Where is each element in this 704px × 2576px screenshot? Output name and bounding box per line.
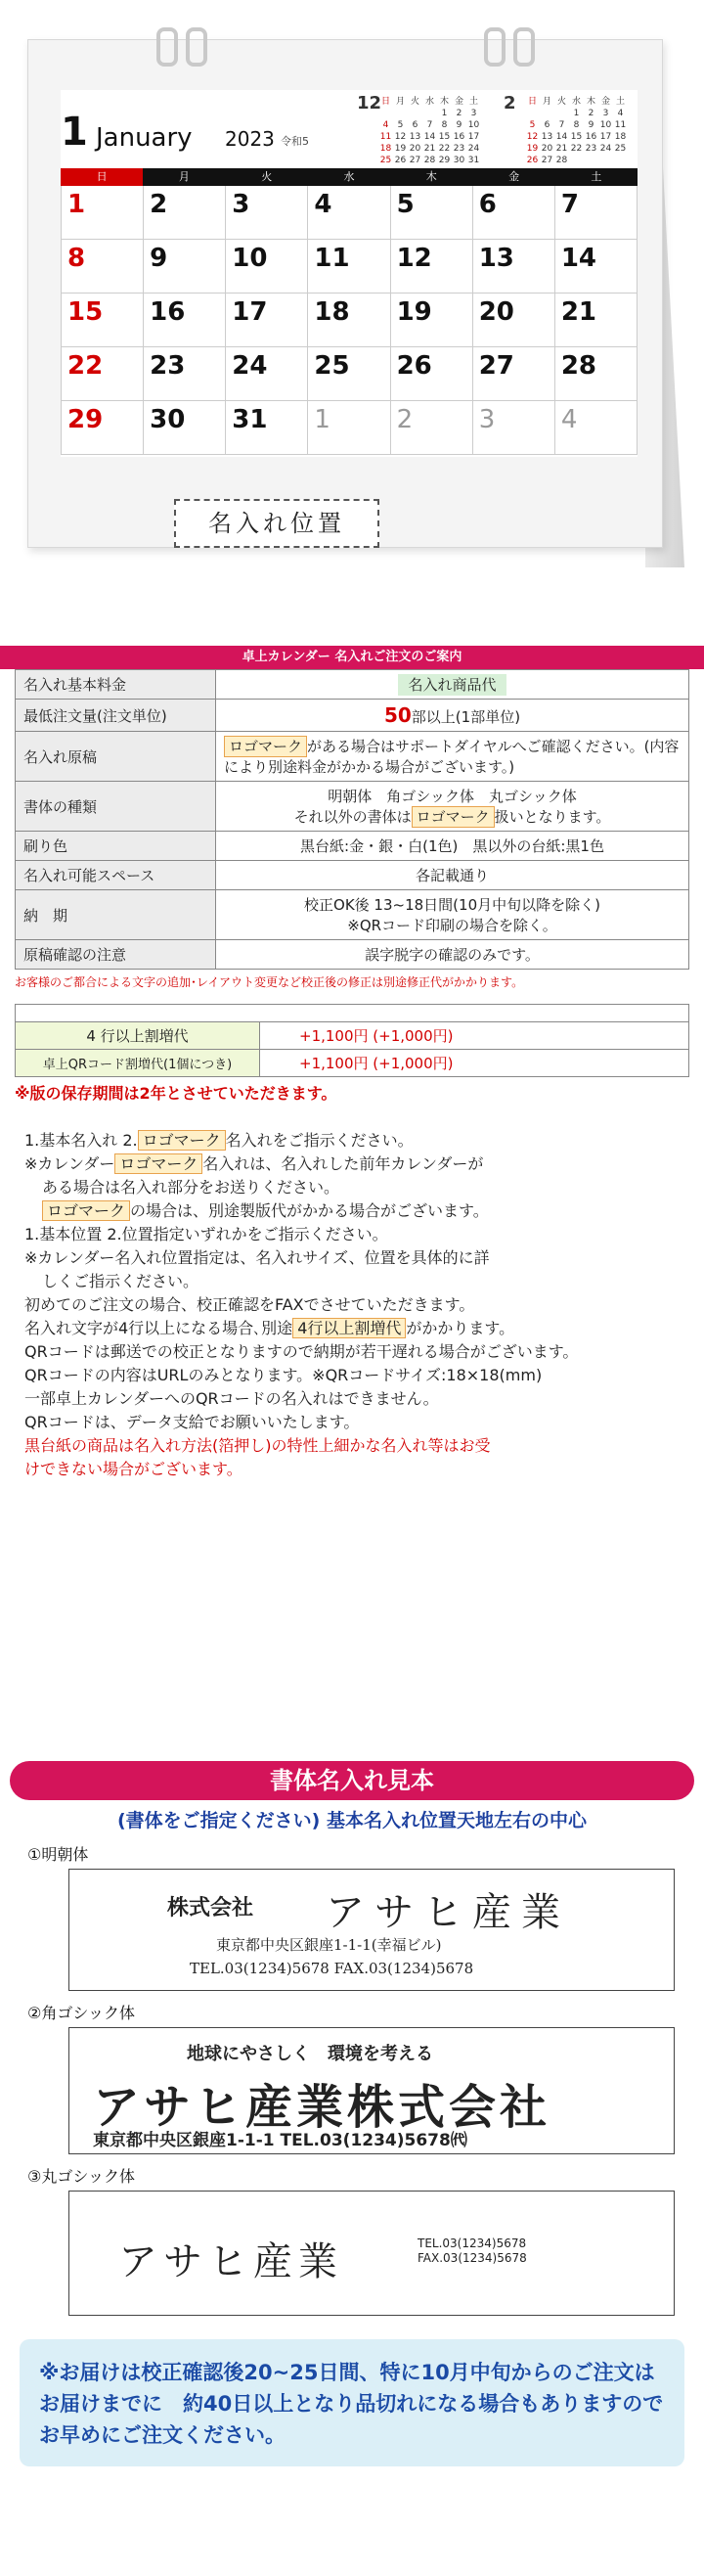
mini-day: 12 bbox=[394, 132, 407, 142]
logo-mark-badge: ロゴマーク bbox=[42, 1200, 130, 1221]
day-cell bbox=[391, 401, 473, 455]
day-number: 3 bbox=[232, 190, 250, 219]
day-number: 15 bbox=[67, 297, 104, 327]
day-cell bbox=[226, 186, 308, 240]
day-number: 12 bbox=[396, 244, 432, 273]
day-cell bbox=[144, 186, 226, 240]
mini-day: 10 bbox=[467, 120, 480, 130]
print-color-value: 黒台紙:金・銀・白(1色) 黒以外の台紙:黒1色 bbox=[216, 832, 689, 861]
mini-day: 29 bbox=[438, 156, 451, 165]
delivery-value bbox=[216, 890, 689, 940]
surcharge-table bbox=[15, 1004, 689, 1077]
day-number: 13 bbox=[478, 244, 514, 273]
day-number: 31 bbox=[232, 405, 268, 434]
mini-calendar-next bbox=[504, 93, 628, 166]
day-cell bbox=[555, 240, 638, 294]
surcharge-blank-row bbox=[16, 1005, 689, 1022]
mini-weekday: 土 bbox=[468, 97, 478, 107]
note-line: QRコードは郵送での校正となりますので納期が若干遅れる場合がございます。 bbox=[24, 1342, 579, 1361]
sample-box-mincho bbox=[68, 1869, 675, 1991]
sample-company-prefix: 株式会社 bbox=[167, 1895, 254, 1921]
note-text: 名入れは、名入れした前年カレンダーが bbox=[202, 1154, 484, 1173]
day-cell bbox=[391, 347, 473, 401]
binding-ring bbox=[513, 27, 535, 67]
font-samples-section bbox=[0, 1761, 704, 2466]
note-text: の場合は、別途製版代がかかる場合がございます。 bbox=[130, 1201, 489, 1220]
surcharge-value: +1,100円 (+1,000円) bbox=[260, 1050, 689, 1077]
modification-warning: お客様のご都合による文字の追加･レイアウト変更など校正後の修正は別途修正代がかかります。 bbox=[15, 975, 524, 989]
header-right-label: 名入れ商品代 bbox=[398, 674, 506, 696]
mini-weekday: 木 bbox=[439, 97, 449, 107]
day-number: 2 bbox=[150, 190, 168, 219]
mini-day: 27 bbox=[541, 156, 553, 165]
mini-weekday: 月 bbox=[542, 97, 551, 107]
day-cell bbox=[308, 347, 390, 401]
sample-tel-fax bbox=[418, 2237, 527, 2266]
mini-day: 1 bbox=[573, 109, 580, 118]
day-cell bbox=[555, 294, 638, 347]
mini-day: 2 bbox=[588, 109, 594, 118]
mini-day: 30 bbox=[453, 156, 465, 165]
note-text: 名入れ文字が4行以上になる場合､別途 bbox=[24, 1319, 293, 1337]
day-cells bbox=[61, 186, 638, 455]
mini-day: 21 bbox=[555, 144, 568, 154]
sample-address-tel: 東京都中央区銀座1-1-1 TEL.03(1234)5678㈹ bbox=[93, 2131, 467, 2150]
day-number: 27 bbox=[478, 351, 514, 381]
mini-day: 9 bbox=[456, 120, 462, 130]
mini-day: 19 bbox=[526, 144, 539, 154]
delivery-notice: ※お届けは校正確認後20~25日間、特に10月中旬からのご注文はお届けまでに 約40日以上となり品切れになる場合もありますのでお早めにご注文ください。 bbox=[20, 2339, 684, 2466]
order-info-section bbox=[0, 646, 704, 1481]
mini-weekday: 月 bbox=[395, 97, 405, 107]
font-type-line1: 明朝体 角ゴシック体 丸ゴシック体 bbox=[328, 788, 577, 805]
calendar-product-image bbox=[0, 0, 704, 626]
day-number: 28 bbox=[560, 351, 597, 381]
day-number: 3 bbox=[478, 405, 496, 434]
day-number: 29 bbox=[67, 405, 104, 434]
mini-day: 12 bbox=[526, 132, 539, 142]
day-number: 18 bbox=[314, 297, 350, 327]
table-row bbox=[16, 890, 689, 940]
table-row bbox=[16, 861, 689, 890]
day-cell bbox=[226, 294, 308, 347]
order-title: 卓上カレンダー 名入れご注文のご案内 bbox=[0, 646, 704, 669]
mini-day: 14 bbox=[423, 132, 436, 142]
mini-day: 8 bbox=[573, 120, 580, 130]
mini-day: 23 bbox=[585, 144, 597, 154]
day-cell bbox=[391, 240, 473, 294]
weekday-label: 火 bbox=[261, 170, 273, 183]
day-cell bbox=[62, 294, 144, 347]
table-row bbox=[16, 1005, 689, 1022]
mini-weekday: 金 bbox=[600, 97, 610, 107]
day-cell bbox=[555, 186, 638, 240]
day-cell bbox=[62, 401, 144, 455]
mini-day: 16 bbox=[453, 132, 465, 142]
mini-day: 20 bbox=[541, 144, 553, 154]
manuscript-value bbox=[216, 732, 689, 782]
day-cell bbox=[473, 186, 555, 240]
note-text: 名入れをご指示ください。 bbox=[225, 1131, 414, 1150]
mini-day bbox=[540, 108, 554, 119]
mini-day bbox=[422, 108, 437, 119]
mini-month-number: 2 bbox=[504, 93, 516, 113]
day-number: 17 bbox=[232, 297, 268, 327]
calendar-grid bbox=[61, 168, 638, 455]
weekday-label: 月 bbox=[178, 170, 190, 183]
mini-day bbox=[569, 155, 584, 166]
note-line: 初めてのご注文の場合、校正確認をFAXでさせていただきます。 bbox=[24, 1295, 475, 1314]
mini-day bbox=[408, 108, 422, 119]
mini-day: 23 bbox=[453, 144, 465, 154]
mini-weekday: 土 bbox=[615, 97, 625, 107]
sample-label-kaku-gothic: ②角ゴシック体 bbox=[27, 2004, 136, 2022]
binding-ring bbox=[156, 27, 178, 67]
day-cell bbox=[308, 186, 390, 240]
mini-day: 5 bbox=[397, 120, 404, 130]
sample-label-mincho: ①明朝体 bbox=[27, 1845, 89, 1864]
day-number: 22 bbox=[67, 351, 104, 381]
sample-fax: FAX.03(1234)5678 bbox=[418, 2251, 527, 2265]
day-number: 24 bbox=[232, 351, 268, 381]
samples-subtitle: (書体をご指定ください) 基本名入れ位置天地左右の中心 bbox=[117, 1810, 587, 1831]
order-notes bbox=[24, 1129, 689, 1481]
font-line2-text: それ以外の書体は bbox=[293, 808, 412, 826]
table-row bbox=[16, 782, 689, 832]
mini-day: 4 bbox=[382, 120, 389, 130]
day-cell bbox=[62, 347, 144, 401]
mini-day: 3 bbox=[470, 109, 477, 118]
mini-day: 22 bbox=[438, 144, 451, 154]
day-number: 5 bbox=[396, 190, 415, 219]
day-number: 14 bbox=[560, 244, 597, 273]
sample-company-name: アサヒ産業 bbox=[118, 2239, 343, 2284]
day-cell bbox=[555, 347, 638, 401]
mini-day: 20 bbox=[409, 144, 421, 154]
day-number: 6 bbox=[478, 190, 497, 219]
day-number: 11 bbox=[314, 244, 350, 273]
day-cell bbox=[144, 347, 226, 401]
weekday-label: 木 bbox=[425, 170, 437, 183]
day-number: 9 bbox=[150, 244, 168, 273]
mini-day bbox=[613, 155, 628, 166]
day-cell bbox=[144, 240, 226, 294]
logo-mark-badge: ロゴマーク bbox=[412, 806, 495, 828]
min-order-value bbox=[216, 700, 689, 732]
mini-day: 17 bbox=[599, 132, 612, 142]
day-cell bbox=[226, 401, 308, 455]
min-order-number: 50 bbox=[383, 703, 412, 727]
mini-weekday: 火 bbox=[410, 97, 419, 107]
sample-tel: TEL.03(1234)5678 FAX.03(1234)5678 bbox=[190, 1960, 474, 1977]
note-line: しくご指示ください。 bbox=[42, 1272, 199, 1290]
day-cell bbox=[473, 294, 555, 347]
note-line bbox=[24, 1317, 689, 1340]
font-type-label: 書体の種類 bbox=[16, 782, 216, 832]
mini-day: 25 bbox=[614, 144, 627, 154]
mini-day: 16 bbox=[585, 132, 597, 142]
name-position-plate: 名入れ位置 bbox=[174, 499, 379, 548]
day-cell bbox=[473, 240, 555, 294]
mini-day bbox=[584, 155, 598, 166]
min-order-text: 部以上(1部単位) bbox=[411, 708, 521, 726]
binding-ring bbox=[186, 27, 207, 67]
mini-day: 13 bbox=[541, 132, 553, 142]
mini-day: 6 bbox=[544, 120, 550, 130]
delivery-line1: 校正OK後 13~18日間(10月中旬以降を除く) bbox=[304, 896, 600, 914]
mini-day: 15 bbox=[570, 132, 583, 142]
calendar-page bbox=[61, 90, 638, 457]
day-cell bbox=[308, 294, 390, 347]
mini-day: 24 bbox=[599, 144, 612, 154]
day-number: 8 bbox=[67, 244, 86, 273]
mini-day: 11 bbox=[614, 120, 627, 130]
logo-mark-badge: ロゴマーク bbox=[138, 1130, 226, 1151]
day-cell bbox=[555, 401, 638, 455]
mini-day: 26 bbox=[526, 156, 539, 165]
binding-ring bbox=[484, 27, 506, 67]
mini-day: 10 bbox=[599, 120, 612, 130]
mini-day: 7 bbox=[426, 120, 433, 130]
day-cell bbox=[473, 347, 555, 401]
sample-tel: TEL.03(1234)5678 bbox=[418, 2237, 527, 2250]
order-info-table bbox=[15, 669, 689, 970]
day-cell bbox=[62, 186, 144, 240]
mini-day: 19 bbox=[394, 144, 407, 154]
mini-day: 3 bbox=[602, 109, 609, 118]
mini-day bbox=[393, 108, 408, 119]
day-cell bbox=[308, 240, 390, 294]
delivery-label: 納 期 bbox=[16, 890, 216, 940]
mini-day: 6 bbox=[412, 120, 418, 130]
logo-mark-badge: ロゴマーク bbox=[224, 736, 307, 757]
mini-day: 17 bbox=[467, 132, 480, 142]
font-line2-text: 扱いとなります。 bbox=[494, 808, 611, 826]
mini-day: 5 bbox=[529, 120, 536, 130]
table-row bbox=[16, 670, 689, 700]
table-row bbox=[16, 940, 689, 970]
month-name: January bbox=[96, 123, 193, 153]
samples-title: 書体名入れ見本 bbox=[10, 1761, 694, 1800]
note-line: ※カレンダー名入れ位置指定は、名入れサイズ、位置を具体的に詳 bbox=[24, 1248, 490, 1267]
mini-day: 1 bbox=[441, 109, 448, 118]
day-number: 2 bbox=[396, 405, 414, 434]
mini-calendar-prev bbox=[357, 93, 481, 166]
proof-label: 原稿確認の注意 bbox=[16, 940, 216, 970]
day-number: 20 bbox=[478, 297, 514, 327]
note-text: ※カレンダー bbox=[24, 1154, 115, 1173]
note-line: QRコードは、データ支給でお願いいたします。 bbox=[24, 1413, 360, 1431]
sample-company-name: アサヒ産業株式会社 bbox=[93, 2080, 551, 2135]
mini-day: 18 bbox=[379, 144, 392, 154]
note-line: 黒台紙の商品は名入れ方法(箔押し)の特性上細かな名入れ等はお受 bbox=[24, 1436, 491, 1455]
day-number: 1 bbox=[314, 405, 330, 434]
note-line: QRコードの内容はURLのみとなります。※QRコードサイズ:18×18(mm) bbox=[24, 1366, 543, 1384]
day-cell bbox=[226, 347, 308, 401]
mini-weekday: 水 bbox=[424, 97, 434, 107]
day-number: 16 bbox=[150, 297, 186, 327]
note-line: けできない場合がございます。 bbox=[24, 1460, 242, 1478]
day-number: 30 bbox=[150, 405, 186, 434]
day-cell bbox=[226, 240, 308, 294]
logo-mark-badge: ロゴマーク bbox=[114, 1153, 202, 1174]
mini-month-number: 12 bbox=[357, 93, 382, 113]
table-row bbox=[16, 1050, 689, 1077]
mini-weekday: 水 bbox=[571, 97, 581, 107]
weekday-label: 水 bbox=[343, 170, 355, 183]
manuscript-text: がある場合はサポートダイヤルへご確認ください。(内容により別途料金がかかる場合がございます。) bbox=[224, 738, 680, 776]
sample-box-kaku-gothic bbox=[68, 2027, 675, 2154]
sample-box-maru-gothic bbox=[68, 2191, 675, 2316]
sample-label-maru-gothic: ③丸ゴシック体 bbox=[27, 2167, 136, 2186]
surcharge-value: +1,100円 (+1,000円) bbox=[260, 1022, 689, 1050]
note-text: 1.基本名入れ 2. bbox=[24, 1131, 138, 1150]
table-row bbox=[16, 700, 689, 732]
font-type-value bbox=[216, 782, 689, 832]
proof-value: 誤字脱字の確認のみです。 bbox=[216, 940, 689, 970]
weekday-label: 日 bbox=[61, 168, 143, 186]
note-line: 1.基本位置 2.位置指定いずれかをご指示ください。 bbox=[24, 1225, 388, 1243]
month-number: 1 bbox=[61, 110, 88, 155]
day-cell bbox=[144, 401, 226, 455]
day-number: 1 bbox=[67, 190, 86, 219]
note-line bbox=[24, 1199, 689, 1223]
font-type-line2 bbox=[224, 806, 681, 827]
day-number: 21 bbox=[560, 297, 597, 327]
table-row bbox=[16, 732, 689, 782]
day-cell bbox=[144, 294, 226, 347]
manuscript-label: 名入れ原稿 bbox=[16, 732, 216, 782]
day-cell bbox=[62, 240, 144, 294]
mini-day bbox=[554, 108, 569, 119]
weekday-header bbox=[61, 168, 638, 186]
day-cell bbox=[308, 401, 390, 455]
mini-day: 7 bbox=[558, 120, 565, 130]
mini-day: 8 bbox=[441, 120, 448, 130]
delivery-line2: ※QRコード印刷の場合を除く。 bbox=[347, 917, 557, 934]
mini-day: 9 bbox=[588, 120, 594, 130]
mini-day: 2 bbox=[456, 109, 462, 118]
mini-day: 13 bbox=[409, 132, 421, 142]
mini-day: 4 bbox=[617, 109, 624, 118]
weekday-label: 土 bbox=[591, 170, 602, 183]
day-number: 4 bbox=[314, 190, 332, 219]
day-cell bbox=[391, 186, 473, 240]
mini-weekday: 火 bbox=[556, 97, 566, 107]
table-header-left: 名入れ基本料金 bbox=[16, 670, 216, 700]
sample-tagline: 地球にやさしく 環境を考える bbox=[187, 2044, 433, 2064]
mini-day: 22 bbox=[570, 144, 583, 154]
mini-day: 18 bbox=[614, 132, 627, 142]
min-order-label: 最低注文量(注文単位) bbox=[16, 700, 216, 732]
day-number: 25 bbox=[314, 351, 350, 381]
day-number: 26 bbox=[396, 351, 432, 381]
mini-day: 28 bbox=[423, 156, 436, 165]
space-label: 名入れ可能スペース bbox=[16, 861, 216, 890]
mini-day: 28 bbox=[555, 156, 568, 165]
note-line: 一部卓上カレンダーへのQRコードの名入れはできません。 bbox=[24, 1389, 439, 1408]
sample-address: 東京都中央区銀座1-1-1(幸福ビル) bbox=[216, 1936, 442, 1954]
mini-weekday: 金 bbox=[454, 97, 463, 107]
note-line: ある場合は名入れ部分をお送りください。 bbox=[42, 1178, 340, 1197]
mini-weekday: 日 bbox=[527, 97, 537, 107]
mini-day: 24 bbox=[467, 144, 480, 154]
note-line bbox=[24, 1129, 689, 1152]
mini-day bbox=[598, 155, 613, 166]
note-line bbox=[24, 1152, 689, 1176]
note-text: がかかります。 bbox=[406, 1319, 515, 1337]
day-cell bbox=[391, 294, 473, 347]
table-row bbox=[16, 1022, 689, 1050]
mini-day: 25 bbox=[379, 156, 392, 165]
day-cell bbox=[473, 401, 555, 455]
mini-day: 27 bbox=[409, 156, 421, 165]
table-header-right bbox=[216, 670, 689, 700]
day-number: 23 bbox=[150, 351, 186, 381]
space-value: 各記載通り bbox=[216, 861, 689, 890]
day-number: 19 bbox=[396, 297, 432, 327]
mini-day: 11 bbox=[379, 132, 392, 142]
mini-weekday: 日 bbox=[380, 97, 390, 107]
day-number: 7 bbox=[560, 190, 579, 219]
table-row bbox=[16, 832, 689, 861]
surcharge-badge: 4行以上割増代 bbox=[292, 1318, 406, 1338]
mini-weekday: 木 bbox=[586, 97, 595, 107]
weekday-label: 金 bbox=[508, 170, 520, 183]
mini-day: 21 bbox=[423, 144, 436, 154]
mini-day: 14 bbox=[555, 132, 568, 142]
surcharge-label: 4 行以上割増代 bbox=[16, 1022, 260, 1050]
mini-day bbox=[525, 108, 540, 119]
print-color-label: 刷り色 bbox=[16, 832, 216, 861]
plate-retention-note: ※版の保存期間は2年とさせていただきます。 bbox=[15, 1084, 337, 1103]
sample-company-name: アサヒ産業 bbox=[326, 1890, 570, 1935]
surcharge-label: 卓上QRコード割増代(1個につき) bbox=[16, 1050, 260, 1077]
mini-day: 31 bbox=[467, 156, 480, 165]
year: 2023 bbox=[225, 127, 275, 151]
day-number: 4 bbox=[560, 405, 578, 434]
mini-day: 15 bbox=[438, 132, 451, 142]
day-number: 10 bbox=[232, 244, 268, 273]
mini-day: 26 bbox=[394, 156, 407, 165]
era: 令和5 bbox=[281, 135, 309, 148]
